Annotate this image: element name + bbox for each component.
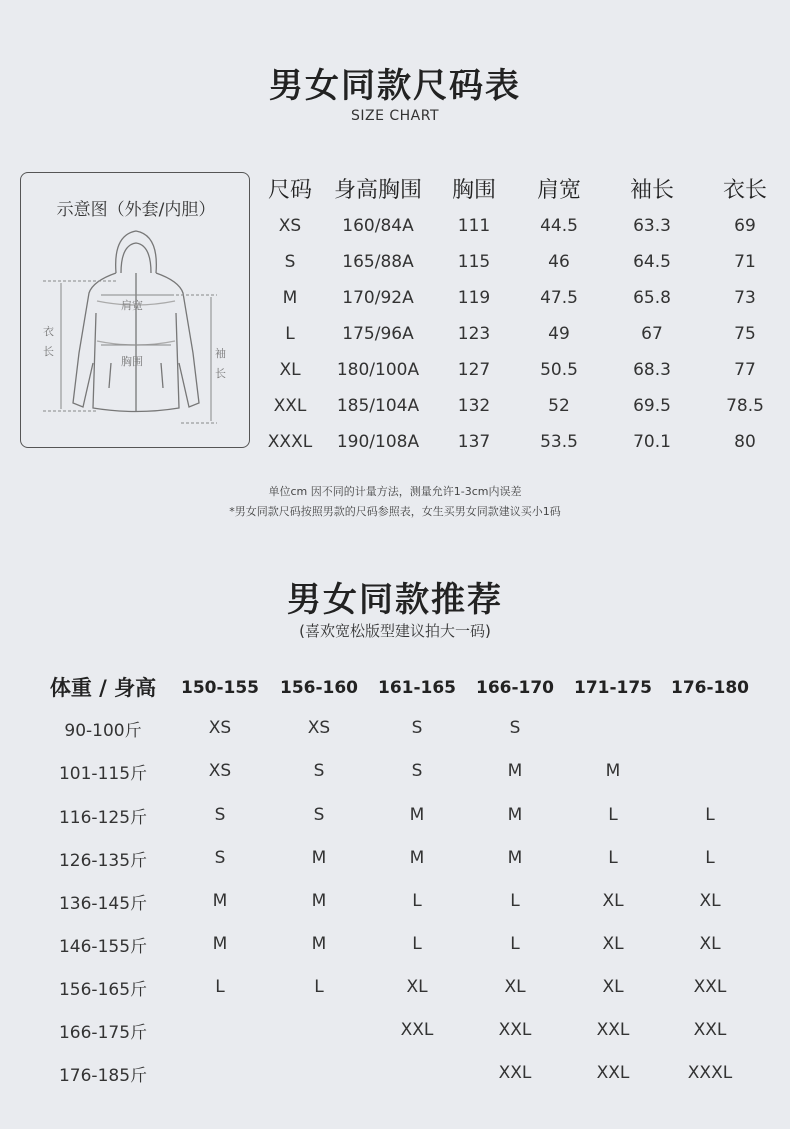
- weight-row-label: 90-100斤: [64, 721, 142, 741]
- cell: 71: [734, 252, 756, 272]
- height-column-header: 176-180: [670, 678, 750, 698]
- shoulder-label: 肩宽: [121, 299, 143, 312]
- cell: XXXL: [267, 432, 313, 452]
- cell: 170/92A: [342, 288, 414, 308]
- cell: S: [284, 252, 296, 272]
- cell: 52: [548, 396, 570, 416]
- recommended-size-cell: XS: [307, 718, 331, 738]
- recommended-size-cell: M: [212, 891, 228, 911]
- recommended-size-cell: XL: [602, 977, 624, 997]
- table-row: [258, 244, 790, 280]
- recommended-size-cell: L: [705, 848, 715, 868]
- recommendation-title: 男女同款推荐: [287, 580, 503, 620]
- recommended-size-cell: L: [510, 891, 520, 911]
- cell: 50.5: [540, 360, 578, 380]
- unisex-note: *男女同款尺码按照男款的尺码参照表，女生买男女同款建议买小1码: [229, 505, 561, 518]
- cell: 111: [457, 216, 491, 236]
- recommended-size-cell: XXL: [498, 1020, 532, 1040]
- recommended-size-cell: S: [509, 718, 521, 738]
- table-row: [258, 208, 790, 244]
- cell: 65.8: [633, 288, 671, 308]
- weight-row-label: 176-185斤: [58, 1066, 148, 1086]
- cell: 185/104A: [336, 396, 420, 416]
- recommended-size-cell: S: [411, 761, 423, 781]
- recommended-size-cell: XL: [602, 934, 624, 954]
- recommended-size-cell: S: [411, 718, 423, 738]
- cell: 46: [548, 252, 570, 272]
- recommended-size-cell: L: [510, 934, 520, 954]
- recommended-size-cell: S: [214, 805, 226, 825]
- cell: 123: [457, 324, 491, 344]
- cell: 69.5: [633, 396, 671, 416]
- recommended-size-cell: XXXL: [687, 1063, 733, 1083]
- height-column-header: 161-165: [377, 678, 457, 698]
- recommended-size-cell: XL: [699, 891, 721, 911]
- cell: XS: [278, 216, 302, 236]
- cell: M: [282, 288, 298, 308]
- recommended-size-cell: M: [605, 761, 621, 781]
- recommended-size-cell: XL: [602, 891, 624, 911]
- sleeve-label-1: 袖: [215, 347, 226, 360]
- header-length: 衣长: [722, 177, 767, 203]
- cell: XXL: [273, 396, 307, 416]
- cell: 63.3: [633, 216, 671, 236]
- table-row: [258, 424, 790, 460]
- header-sleeve: 袖长: [629, 177, 674, 203]
- cell: 119: [457, 288, 491, 308]
- cell: 77: [734, 360, 756, 380]
- header-height-chest: 身高胸围: [333, 177, 422, 203]
- chest-label: 胸围: [121, 355, 143, 368]
- size-chart-subtitle: SIZE CHART: [350, 108, 440, 124]
- corner-header: 体重 / 身高: [49, 676, 157, 700]
- cell: 64.5: [633, 252, 671, 272]
- garment-diagram: [20, 172, 250, 448]
- recommended-size-cell: L: [608, 805, 618, 825]
- table-row: [258, 388, 790, 424]
- recommended-size-cell: M: [507, 848, 523, 868]
- cell: 70.1: [633, 432, 671, 452]
- recommended-size-cell: S: [214, 848, 226, 868]
- size-table: [258, 168, 790, 460]
- recommended-size-cell: S: [313, 761, 325, 781]
- cell: 78.5: [726, 396, 764, 416]
- recommended-size-cell: XXL: [400, 1020, 434, 1040]
- recommended-size-cell: M: [507, 761, 523, 781]
- recommended-size-cell: XXL: [498, 1063, 532, 1083]
- cell: 75: [734, 324, 756, 344]
- table-row: [258, 316, 790, 352]
- recommendation-subtitle: (喜欢宽松版型建议拍大一码): [299, 622, 491, 640]
- recommended-size-cell: L: [608, 848, 618, 868]
- size-chart-title: 男女同款尺码表: [269, 66, 521, 106]
- weight-row-label: 156-165斤: [58, 980, 148, 1000]
- recommended-size-cell: M: [409, 848, 425, 868]
- header-shoulder: 肩宽: [536, 177, 581, 203]
- cell: 160/84A: [342, 216, 414, 236]
- sleeve-label-2: 长: [215, 367, 226, 380]
- size-table-header: [258, 168, 790, 208]
- height-column-header: 171-175: [573, 678, 653, 698]
- height-column-header: 166-170: [475, 678, 555, 698]
- recommended-size-cell: M: [311, 934, 327, 954]
- header-chest: 胸围: [451, 177, 496, 203]
- recommended-size-cell: L: [705, 805, 715, 825]
- recommended-size-cell: L: [314, 977, 324, 997]
- recommended-size-cell: L: [412, 891, 422, 911]
- weight-row-label: 146-155斤: [58, 937, 148, 957]
- cell: 175/96A: [342, 324, 414, 344]
- recommended-size-cell: XXL: [693, 977, 727, 997]
- length-label-1: 衣: [43, 325, 54, 338]
- recommended-size-cell: XXL: [693, 1020, 727, 1040]
- cell: 127: [457, 360, 491, 380]
- length-label-2: 长: [43, 345, 54, 358]
- table-row: [258, 280, 790, 316]
- height-column-header: 150-155: [180, 678, 260, 698]
- recommended-size-cell: XL: [406, 977, 428, 997]
- recommended-size-cell: M: [212, 934, 228, 954]
- cell: 132: [457, 396, 491, 416]
- recommended-size-cell: XL: [504, 977, 526, 997]
- cell: 137: [457, 432, 491, 452]
- recommended-size-cell: XS: [208, 718, 232, 738]
- recommended-size-cell: XXL: [596, 1020, 630, 1040]
- header-size: 尺码: [267, 177, 312, 203]
- cell: 47.5: [540, 288, 578, 308]
- cell: XL: [279, 360, 301, 380]
- cell: 44.5: [540, 216, 578, 236]
- cell: 180/100A: [336, 360, 420, 380]
- cell: 69: [734, 216, 756, 236]
- cell: 73: [734, 288, 756, 308]
- recommended-size-cell: M: [507, 805, 523, 825]
- recommended-size-cell: S: [313, 805, 325, 825]
- diagram-label: 示意图（外套/内胆）: [56, 200, 216, 220]
- cell: 49: [548, 324, 570, 344]
- cell: 115: [457, 252, 491, 272]
- cell: 68.3: [633, 360, 671, 380]
- cell: 165/88A: [342, 252, 414, 272]
- weight-row-label: 116-125斤: [58, 808, 148, 828]
- height-column-header: 156-160: [279, 678, 359, 698]
- weight-row-label: 166-175斤: [58, 1023, 148, 1043]
- recommended-size-cell: XS: [208, 761, 232, 781]
- recommended-size-cell: XXL: [596, 1063, 630, 1083]
- recommended-size-cell: M: [311, 891, 327, 911]
- weight-row-label: 136-145斤: [58, 894, 148, 914]
- cell: L: [285, 324, 295, 344]
- recommended-size-cell: XL: [699, 934, 721, 954]
- weight-row-label: 126-135斤: [58, 851, 148, 871]
- table-row: [258, 352, 790, 388]
- recommended-size-cell: M: [409, 805, 425, 825]
- cell: 67: [641, 324, 663, 344]
- weight-row-label: 101-115斤: [58, 764, 148, 784]
- cell: 53.5: [540, 432, 578, 452]
- recommended-size-cell: L: [215, 977, 225, 997]
- cell: 190/108A: [336, 432, 420, 452]
- cell: 80: [734, 432, 756, 452]
- recommended-size-cell: L: [412, 934, 422, 954]
- measurement-note: 单位cm 因不同的计量方法，测量允许1-3cm内误差: [268, 485, 522, 498]
- recommended-size-cell: M: [311, 848, 327, 868]
